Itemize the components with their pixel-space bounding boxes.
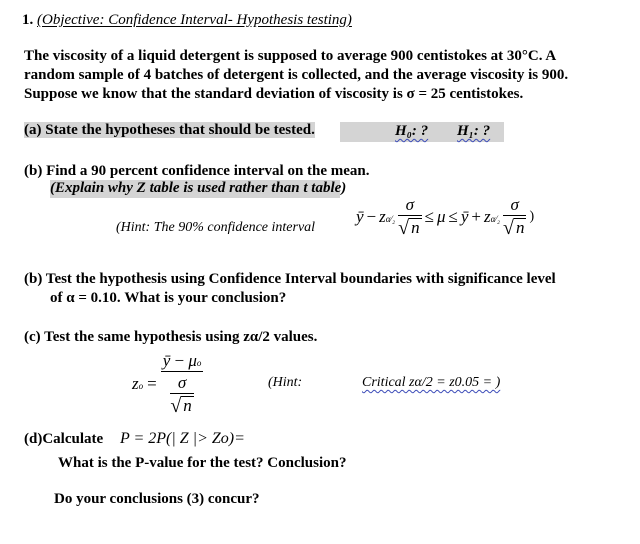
mu-symbol: μ: [436, 207, 446, 226]
part-b-test-line-1: (b) Test the hypothesis using Confidence Interval boundaries with significance level: [24, 271, 556, 287]
p-value-question: What is the P-value for the test? Conclusion?: [58, 455, 347, 471]
z-o: zo: [132, 374, 144, 393]
minus-sign: −: [366, 207, 377, 226]
part-a: [24, 122, 315, 139]
z-alpha-half: zα⁄₂: [379, 207, 396, 226]
z-statistic-formula: [132, 352, 203, 416]
problem-number: 1.: [22, 12, 34, 28]
ci-formula: [356, 196, 534, 238]
close-paren: ): [529, 209, 535, 224]
intro-line-1: The viscosity of a liquid detergent is supposed to average 900 centistokes at 30°C. A: [24, 48, 557, 64]
hypotheses-box: [340, 122, 504, 142]
ybar-symbol: ȳ: [356, 207, 364, 226]
sigma-over-root-n: σ √ n: [398, 195, 420, 239]
part-a-text: (a) State the hypotheses that should be tested.: [24, 122, 315, 138]
sigma-over-root-n-2: σ √ n: [502, 195, 525, 239]
ybar-symbol-2: ȳ: [460, 207, 469, 226]
leq-sign-2: ≤: [448, 207, 458, 226]
intro-line-2: random sample of 4 batches of detergent is collected, and the average viscosity is 900.: [24, 67, 569, 83]
part-c-hint: (Hint:: [268, 375, 303, 390]
part-c-text: (c) Test the same hypothesis using zα/2 values.: [24, 329, 318, 345]
p-value-formula: P = 2P(| Z |> Zo)=: [120, 430, 245, 447]
plus-sign: +: [471, 207, 481, 226]
intro-line-3: Suppose we know that the standard deviation of viscosity is σ = 25 centistokes.: [24, 86, 524, 102]
z-alpha-half-2: zα⁄₂: [483, 207, 500, 226]
part-b-ci-line-2: [50, 180, 347, 198]
part-b-test-line-2: of α = 0.10. What is your conclusion?: [50, 290, 287, 306]
problem-title: (Objective: Confidence Interval- Hypothesis testing): [37, 12, 352, 28]
z-fraction: ȳ − μo σ √ n: [162, 351, 202, 417]
part-d-label: (d)Calculate: [24, 431, 104, 447]
h0-label: H₀: ?: [395, 123, 429, 139]
critical-value: Critical zα/2 = z0.05 = ): [362, 375, 501, 390]
concur-question: Do your conclusions (3) concur?: [54, 491, 260, 507]
z-table-explanation: (Explain why Z table is used rather than t table): [50, 180, 347, 196]
h1-label: H₁: ?: [457, 123, 491, 139]
problem-header: [22, 12, 352, 29]
equals-sign: =: [147, 374, 157, 393]
ci-hint-label: (Hint: The 90% confidence interval: [116, 220, 316, 235]
leq-sign: ≤: [424, 207, 434, 226]
part-b-ci-line-1: (b) Find a 90 percent confidence interval on the mean.: [24, 163, 370, 179]
